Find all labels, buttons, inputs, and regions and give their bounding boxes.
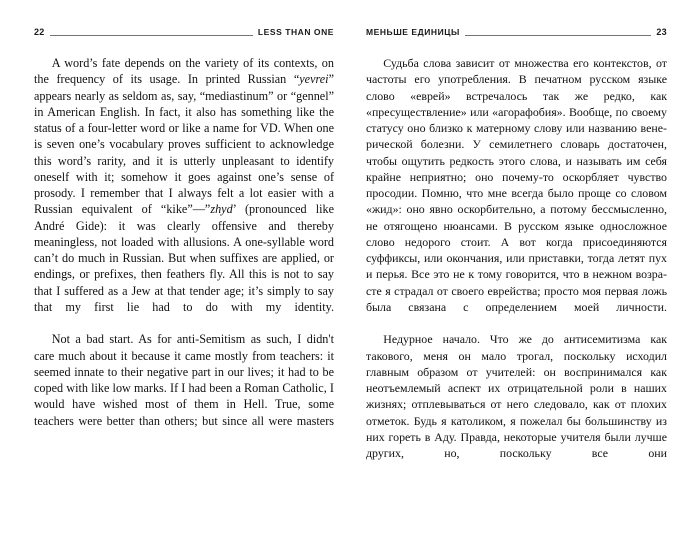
left-running-head-title: LESS THAN ONE	[257, 27, 334, 37]
left-page-text-block	[34, 55, 334, 445]
left-page-folio: 22	[34, 27, 45, 37]
running-head-rule	[50, 35, 253, 36]
paragraph: Not a bad start. As for anti-Semitism as such, I didn't care much about it because it came mostly from teachers: it seemed innate to their negative part in our lives; it had to be coped with like low marks. If I had been a Roman Catholic, I would have wished most of them in Hell. True, some teachers were better than others; but since all were masters	[34, 332, 334, 428]
right-page	[348, 0, 697, 540]
left-running-head	[34, 26, 334, 38]
right-page-folio: 23	[656, 27, 667, 37]
right-page-text-block	[366, 55, 667, 478]
right-running-head-title: МЕНЬШЕ ЕДИНИЦЫ	[366, 27, 460, 37]
left-page	[0, 0, 348, 540]
right-running-head	[366, 26, 667, 38]
paragraph: Недурное начало. Что же до антисемитизма как такового, меня он мало трогал, поскольку исходил главным образом от учителей: он воспринимался как неотъемлемый аспект их отрицательной роли в наших жизнях; отплевываться от него следовало, как от плохих отметок. Будь я католиком, я пожелал бы большинству из них гореть в Аду. Правда, некоторые учителя были лучше других, но, поскольку все они	[366, 332, 667, 460]
paragraph: A word’s fate depends on the variety of its contexts, on the frequency of its usage. In printed Russian “yevrei” appears nearly as seldom as, say, “mediastinum” or “gennel” in American English. In fact, it also has something like the status of a four-letter word or like a name for VD. When one is seven one’s vocabulary proves sufficient to acknowledge this word’s rarity, and it is utterly unpleasant to identify oneself with it; somehow it goes against one’s sense of prosody. I remember that I always felt a lot easier with a Russian equivalent of “kike”—”zhyd’ (pronounced like André Gide): it was clearly offensive and thereby meaningless, not loaded with allusions. A one-syllable word can’t do much in Russian. But when suffixes are applied, or endings, or prefixes, then feathers fly. All this is not to say that I suffered as a Jew at that tender age; it’s simply to say that my first lie had to do with my identity.	[34, 56, 334, 314]
paragraph: Судьба слова зависит от множества его контекстов, от частоты его употребления. В печатном русском языке слово «еврей» встречалось так же редко, как «пресуществление» или «агорафобия». Вообще, по своему статусу оно близко к матерному слову или названию венерической болезни. У семилетнего словарь достаточен, чтобы ощутить редкость этого слова, и называть им себя крайне неприятно; оно почему-то оскорбляет чувство просодии. Помню, что мне всегда было проще со словом «жид»: оно явно оскорбительно, а потому бессмысленно, не отягощено нюансами. В русском языке односложное слово недорого стоит. А вот когда присоединяются суффиксы, или окончания, или приставки, тогда летят пух и перья. Все это не к тому говорится, что в нежном возрасте я страдал от своего еврейства; просто моя первая ложь была связана с определением моей личности.	[366, 56, 667, 314]
running-head-rule	[465, 35, 651, 36]
